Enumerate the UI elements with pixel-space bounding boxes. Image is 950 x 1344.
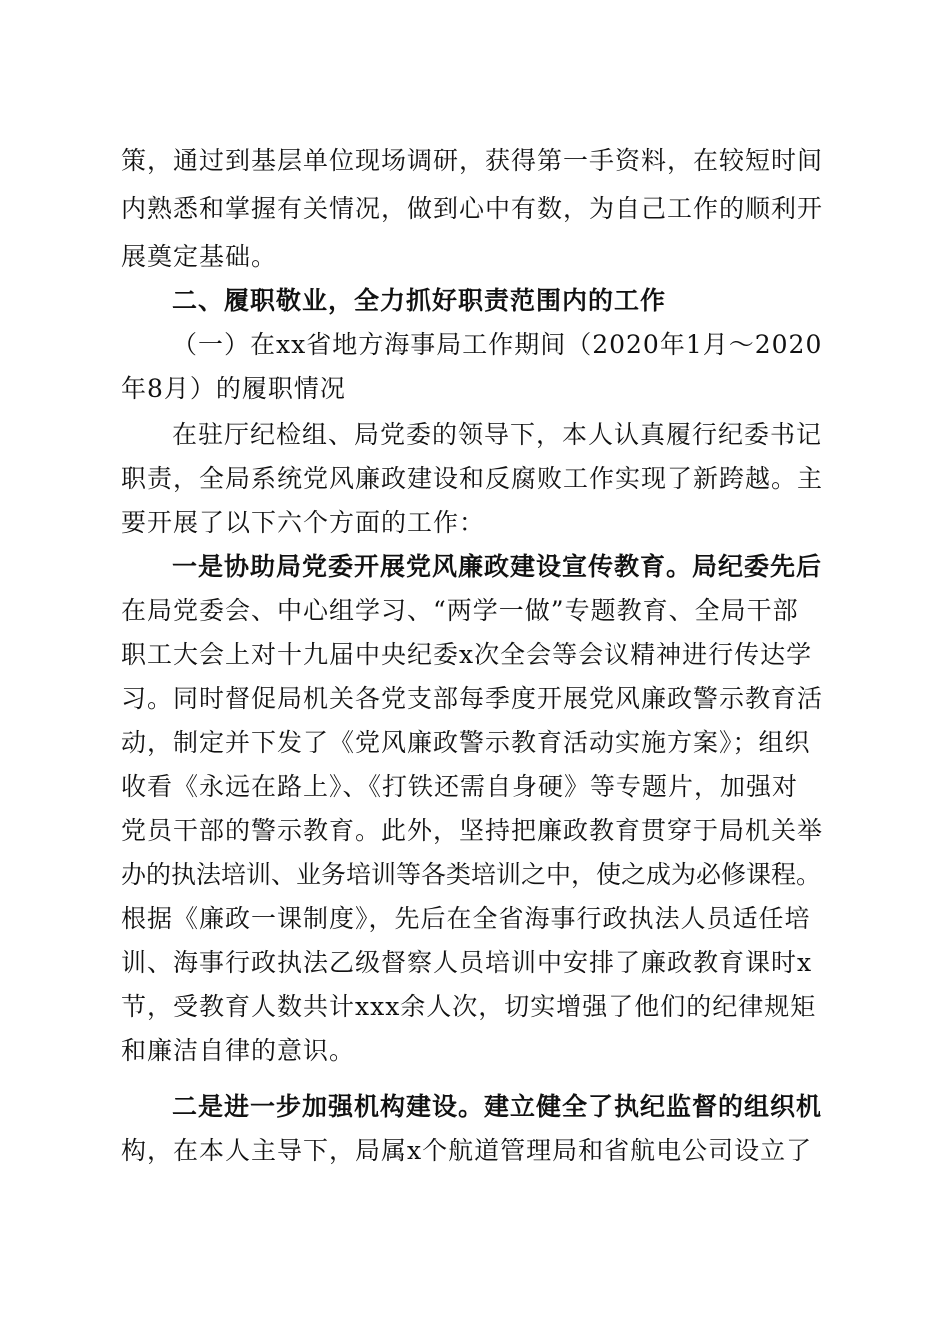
body-line: 和廉洁自律的意识。 [121, 1036, 356, 1065]
body-line: 习。同时督促局机关各党支部每季度开展党风廉政警示教育活 [121, 684, 824, 713]
subsection-heading-cont: 年8月）的履职情况 [121, 374, 346, 403]
body-line: 一是协助局党委开展党风廉政建设宣传教育。局纪委先后 [172, 552, 823, 581]
body-line: 策，通过到基层单位现场调研，获得第一手资料，在较短时间 [121, 146, 824, 175]
subsection-heading: （一）在xx省地方海事局工作期间（2020年1月～2020 [172, 330, 823, 359]
body-line: 展奠定基础。 [121, 242, 278, 271]
body-line: 在局党委会、中心组学习、“两学一做”专题教育、全局干部 [121, 596, 799, 625]
body-line: 要开展了以下六个方面的工作： [121, 508, 486, 537]
body-line: 根据《廉政一课制度》，先后在全省海事行政执法人员适任培 [121, 904, 811, 933]
body-line: 党员干部的警示教育。此外，坚持把廉政教育贯穿于局机关举 [121, 816, 824, 845]
body-line: 收看《永远在路上》、《打铁还需自身硬》等专题片，加强对 [121, 772, 799, 801]
body-line: 节，受教育人数共计xxx余人次，切实增强了他们的纪律规矩 [121, 992, 817, 1021]
body-line: 构，在本人主导下，局属x个航道管理局和省航电公司设立了 [121, 1136, 813, 1165]
body-line: 内熟悉和掌握有关情况，做到心中有数，为自己工作的顺利开 [121, 194, 824, 223]
body-line: 训、海事行政执法乙级督察人员培训中安排了廉政教育课时x [121, 948, 813, 977]
section-heading: 二、履职敬业，全力抓好职责范围内的工作 [172, 286, 667, 315]
body-line: 职责，全局系统党风廉政建设和反腐败工作实现了新跨越。主 [121, 464, 824, 493]
body-line: 办的执法培训、业务培训等各类培训之中，使之成为必修课程。 [121, 860, 822, 889]
body-line: 在驻厅纪检组、局党委的领导下，本人认真履行纪委书记 [172, 420, 823, 449]
body-line: 二是进一步加强机构建设。建立健全了执纪监督的组织机 [172, 1092, 823, 1121]
body-line: 动，制定并下发了《党风廉政警示教育活动实施方案》；组织 [121, 728, 811, 757]
body-line: 职工大会上对十九届中央纪委x次全会等会议精神进行传达学 [121, 640, 813, 669]
